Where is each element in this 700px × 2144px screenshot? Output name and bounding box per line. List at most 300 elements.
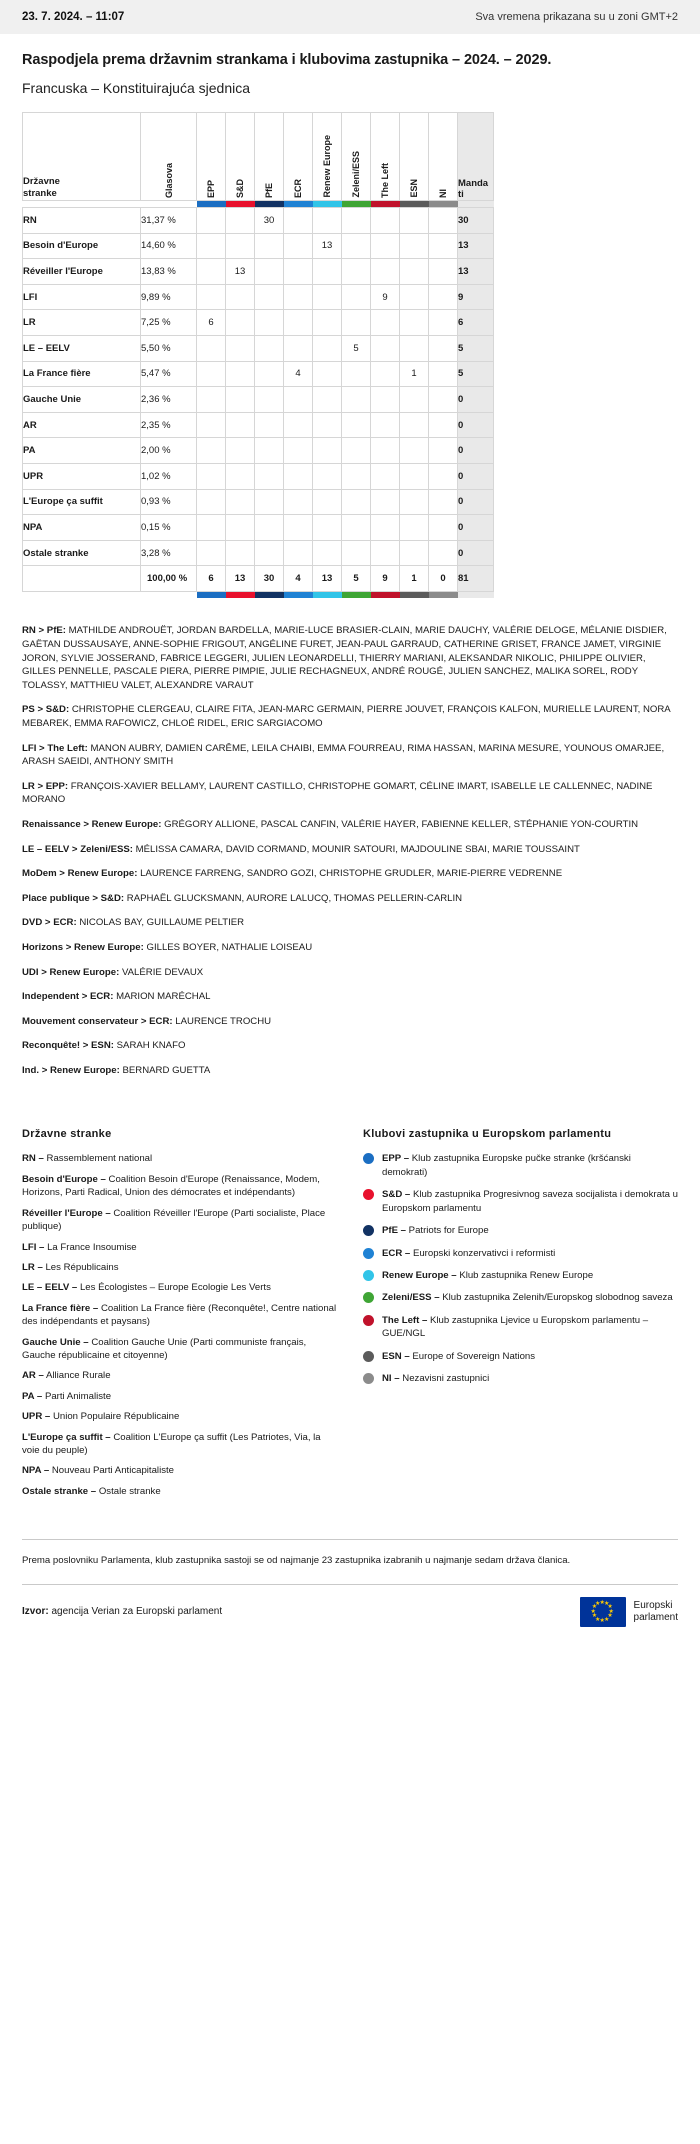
european-parliament-logo bbox=[580, 1597, 678, 1627]
total-seats: 81 bbox=[458, 566, 494, 592]
group-color-dot-icon bbox=[363, 1189, 374, 1200]
row-total-seats: 5 bbox=[458, 361, 494, 387]
table-row bbox=[23, 361, 494, 387]
legend-group-item bbox=[363, 1314, 678, 1341]
total-seats-pfe: 30 bbox=[255, 566, 284, 592]
row-seats-ni bbox=[429, 233, 458, 259]
row-total-seats: 5 bbox=[458, 335, 494, 361]
row-seats-theleft bbox=[371, 438, 400, 464]
legend-party-abbr: Ostale stranke – bbox=[22, 1485, 97, 1497]
row-seats-zeleniess bbox=[342, 310, 371, 336]
legend-group-item bbox=[363, 1188, 678, 1215]
legend-party-full: Ostale stranke bbox=[98, 1485, 161, 1497]
legend-party-abbr: La France fière – bbox=[22, 1302, 99, 1314]
row-party-name: PA bbox=[23, 438, 141, 464]
row-seats-esn bbox=[400, 310, 429, 336]
row-total-seats: 0 bbox=[458, 515, 494, 541]
strip-theleft bbox=[371, 201, 400, 208]
row-seats-esn bbox=[400, 335, 429, 361]
defection-names: NICOLAS BAY, GUILLAUME PELTIER bbox=[79, 917, 245, 929]
defections-list bbox=[0, 598, 700, 1077]
defection-line bbox=[22, 1039, 678, 1053]
col-header-group-sd: S&D bbox=[226, 113, 255, 201]
footnote: Prema poslovniku Parlamenta, klub zastupnika sastoji se od najmanje 23 zastupnika izabranih u najmanje sedam država članica. bbox=[22, 1539, 678, 1568]
row-total-seats: 13 bbox=[458, 233, 494, 259]
legend-group-full: Klub zastupnika Europske pučke stranke (kršćanski demokrati) bbox=[382, 1153, 631, 1178]
legend-party-abbr: LR – bbox=[22, 1261, 43, 1273]
row-seats-ecr bbox=[284, 208, 313, 234]
legend-group-abbr: EPP – bbox=[382, 1153, 410, 1165]
row-seats-epp bbox=[197, 233, 226, 259]
row-seats-theleft bbox=[371, 515, 400, 541]
star-icon: ★ bbox=[599, 1599, 605, 1606]
strip-bottom-zeleniess bbox=[342, 591, 371, 598]
row-seats-pfe bbox=[255, 335, 284, 361]
defection-route: Independent > ECR: bbox=[22, 991, 114, 1003]
defection-line bbox=[22, 990, 678, 1004]
source-label: Izvor: bbox=[22, 1606, 49, 1618]
logo-line-1: Europski bbox=[633, 1599, 673, 1611]
row-seats-zeleniess bbox=[342, 259, 371, 285]
source-text bbox=[22, 1606, 222, 1617]
legend-group-item bbox=[363, 1269, 678, 1282]
row-seats-epp bbox=[197, 361, 226, 387]
table-total-row bbox=[23, 566, 494, 592]
row-seats-ecr bbox=[284, 463, 313, 489]
row-seats-epp bbox=[197, 259, 226, 285]
defection-line bbox=[22, 941, 678, 955]
row-seats-reneweurope bbox=[313, 284, 342, 310]
row-party-name: Réveiller l'Europe bbox=[23, 259, 141, 285]
row-seats-zeleniess: 5 bbox=[342, 335, 371, 361]
legend-group-abbr: PfE – bbox=[382, 1225, 406, 1237]
defection-names: BERNARD GUETTA bbox=[122, 1064, 211, 1076]
row-seats-theleft bbox=[371, 361, 400, 387]
group-color-dot-icon bbox=[363, 1248, 374, 1259]
row-seats-sd bbox=[226, 463, 255, 489]
row-seats-theleft bbox=[371, 387, 400, 413]
defection-route: LE – EELV > Zeleni/ESS: bbox=[22, 843, 133, 855]
legend-party-item bbox=[22, 1464, 337, 1477]
strip-ni bbox=[429, 201, 458, 208]
row-seats-ni bbox=[429, 412, 458, 438]
row-seats-ni bbox=[429, 515, 458, 541]
legend-party-item bbox=[22, 1369, 337, 1382]
timestamp: 23. 7. 2024. – 11:07 bbox=[22, 11, 125, 23]
row-seats-pfe bbox=[255, 284, 284, 310]
row-seats-ecr bbox=[284, 233, 313, 259]
legend-party-item bbox=[22, 1336, 337, 1363]
col-header-group-pfe: PfE bbox=[255, 113, 284, 201]
legend-party-full: Coalition L'Europe ça suffit (Les Patriotes, Via, la voie du peuple) bbox=[22, 1431, 321, 1456]
col-header-party: Državne stranke bbox=[23, 113, 141, 201]
row-total-seats: 13 bbox=[458, 259, 494, 285]
star-icon: ★ bbox=[604, 1600, 610, 1607]
defection-names: CHRISTOPHE CLERGEAU, CLAIRE FITA, JEAN-MARC GERMAIN, PIERRE JOUVET, FRANÇOIS KALFON, MURIELLE LAURENT, NORA MEBAREK, EMMA RAFOWICZ, CHLOÉ RIDEL, ERIC SARGIACOMO bbox=[22, 704, 671, 729]
legend-group-item bbox=[363, 1291, 678, 1304]
defection-line bbox=[22, 818, 678, 832]
legend-group-full: Europski konzervativci i reformisti bbox=[412, 1247, 556, 1259]
row-seats-sd bbox=[226, 284, 255, 310]
defection-route: DVD > ECR: bbox=[22, 917, 77, 929]
row-seats-zeleniess bbox=[342, 515, 371, 541]
row-seats-ni bbox=[429, 310, 458, 336]
row-party-name: LR bbox=[23, 310, 141, 336]
defection-names: FRANÇOIS-XAVIER BELLAMY, LAURENT CASTILLO, CHRISTOPHE GOMART, CÉLINE IMART, ISABELLE LE CALLENNEC, NADINE MORANO bbox=[22, 780, 653, 806]
legend-party-full: Alliance Rurale bbox=[46, 1370, 111, 1382]
group-color-strip bbox=[23, 201, 494, 208]
defection-names: MANON AUBRY, DAMIEN CARÊME, LEILA CHAIBI, EMMA FOURREAU, RIMA HASSAN, MARINA MESURE, YOUNOUS OMARJEE, ARASH SAEIDI, ANTHONY SMITH bbox=[22, 742, 665, 768]
defection-line bbox=[22, 867, 678, 881]
table-row bbox=[23, 540, 494, 566]
defection-line bbox=[22, 916, 678, 930]
legend-party-item bbox=[22, 1410, 337, 1423]
row-seats-ecr bbox=[284, 515, 313, 541]
strip-bottom-theleft bbox=[371, 591, 400, 598]
row-votes: 13,83 % bbox=[141, 259, 197, 285]
row-seats-reneweurope bbox=[313, 208, 342, 234]
legend-group-full: Europe of Sovereign Nations bbox=[412, 1350, 536, 1362]
row-seats-epp: 6 bbox=[197, 310, 226, 336]
row-total-seats: 0 bbox=[458, 463, 494, 489]
defection-route: Reconquête! > ESN: bbox=[22, 1040, 114, 1052]
strip-reneweurope bbox=[313, 201, 342, 208]
row-seats-zeleniess bbox=[342, 540, 371, 566]
table-row bbox=[23, 233, 494, 259]
page-title: Raspodjela prema državnim strankama i klubovima zastupnika – 2024. – 2029. bbox=[22, 52, 552, 68]
row-seats-ecr bbox=[284, 540, 313, 566]
defection-line bbox=[22, 843, 678, 857]
star-icon: ★ bbox=[599, 1617, 605, 1624]
row-seats-reneweurope bbox=[313, 412, 342, 438]
defection-line bbox=[22, 624, 678, 692]
row-seats-esn bbox=[400, 233, 429, 259]
row-seats-reneweurope bbox=[313, 310, 342, 336]
defection-names: VALÉRIE DEVAUX bbox=[121, 966, 204, 978]
row-party-name: La France fière bbox=[23, 361, 141, 387]
row-votes: 2,36 % bbox=[141, 387, 197, 413]
legend-party-item bbox=[22, 1241, 337, 1254]
strip-sd bbox=[226, 201, 255, 208]
row-seats-esn bbox=[400, 387, 429, 413]
row-seats-esn bbox=[400, 284, 429, 310]
col-header-group-esn: ESN bbox=[400, 113, 429, 201]
defection-route: MoDem > Renew Europe: bbox=[22, 868, 138, 880]
legend-group-full: Patriots for Europe bbox=[408, 1225, 489, 1237]
row-seats-zeleniess bbox=[342, 387, 371, 413]
legend-group-full: Klub zastupnika Progresivnog saveza socijalista i demokrata u Europskom parlamentu bbox=[382, 1189, 678, 1214]
row-seats-theleft bbox=[371, 335, 400, 361]
row-seats-sd bbox=[226, 515, 255, 541]
row-seats-pfe bbox=[255, 310, 284, 336]
legend-party-full: Coalition Gauche Unie (Parti communiste français, Gauche républicaine et citoyenne) bbox=[22, 1336, 307, 1361]
legend-group-item bbox=[363, 1224, 678, 1237]
timezone-note: Sva vremena prikazana su u zoni GMT+2 bbox=[475, 11, 678, 23]
legend-parties bbox=[22, 1128, 337, 1505]
row-seats-pfe bbox=[255, 259, 284, 285]
col-header-group-epp: EPP bbox=[197, 113, 226, 201]
row-seats-reneweurope bbox=[313, 361, 342, 387]
row-seats-zeleniess bbox=[342, 412, 371, 438]
row-seats-epp bbox=[197, 335, 226, 361]
defection-names: GRÉGORY ALLIONE, PASCAL CANFIN, VALÉRIE HAYER, FABIENNE KELLER, STÉPHANIE YON-COURTIN bbox=[164, 818, 639, 830]
row-seats-ecr bbox=[284, 438, 313, 464]
legend-group-item bbox=[363, 1247, 678, 1260]
legend-party-abbr: LE – EELV – bbox=[22, 1282, 78, 1294]
defection-route: Horizons > Renew Europe: bbox=[22, 941, 144, 953]
row-total-seats: 6 bbox=[458, 310, 494, 336]
row-seats-sd bbox=[226, 310, 255, 336]
row-seats-reneweurope bbox=[313, 387, 342, 413]
row-votes: 3,28 % bbox=[141, 540, 197, 566]
row-seats-esn bbox=[400, 208, 429, 234]
defection-route: Renaissance > Renew Europe: bbox=[22, 818, 162, 830]
row-seats-ni bbox=[429, 463, 458, 489]
row-seats-ni bbox=[429, 438, 458, 464]
eu-flag-icon bbox=[580, 1597, 626, 1627]
defection-line bbox=[22, 1015, 678, 1029]
strip-bottom-ni bbox=[429, 591, 458, 598]
group-color-dot-icon bbox=[363, 1292, 374, 1303]
legend-party-abbr: Besoin d'Europe – bbox=[22, 1173, 106, 1185]
star-icon: ★ bbox=[604, 1616, 610, 1623]
table-row bbox=[23, 489, 494, 515]
table-row bbox=[23, 284, 494, 310]
row-seats-ni bbox=[429, 259, 458, 285]
legend-groups-title: Klubovi zastupnika u Europskom parlamentu bbox=[363, 1128, 612, 1141]
header-block bbox=[0, 34, 700, 96]
defection-route: LR > EPP: bbox=[22, 780, 69, 792]
legend-group-full: Klub zastupnika Renew Europe bbox=[459, 1269, 594, 1281]
legend-party-abbr: LFI – bbox=[22, 1241, 45, 1253]
row-seats-epp bbox=[197, 463, 226, 489]
strip-bottom-esn bbox=[400, 591, 429, 598]
source-value: agencija Verian za Europski parlament bbox=[51, 1606, 223, 1618]
legend-party-item bbox=[22, 1281, 337, 1294]
legend-groups bbox=[363, 1128, 678, 1505]
legend-parties-title: Državne stranke bbox=[22, 1128, 112, 1141]
row-seats-epp bbox=[197, 489, 226, 515]
table-row bbox=[23, 259, 494, 285]
col-header-group-zeleniess: Zeleni/ESS bbox=[342, 113, 371, 201]
row-seats-epp bbox=[197, 412, 226, 438]
strip-bottom-pfe bbox=[255, 591, 284, 598]
row-seats-theleft bbox=[371, 208, 400, 234]
defection-names: MATHILDE ANDROUËT, JORDAN BARDELLA, MARIE-LUCE BRASIER-CLAIN, MARIE DAUCHY, VALÉRIE DELOGE, MÉLANIE DISDIER, GAËTAN DUSSAUSAYE, ANNE-SOPHIE FRIGOUT, ANGÉLINE FURET, JEAN-PAUL GARRAUD, CATHERINE GRISET, FRANCE JAMET, VIRGINIE JORON, SYLVIE JOSSERAND, FABRICE LEGGERI, JULIEN LEONARDELLI, THIERRY MARIANI, ALEKSANDAR NIKOLIC, PHILIPPE OLIVIER, GILLES PENNELLE, PASCALE PIERA, PIERRE PIMPIE, JULIE RECHAGNEUX, ANDRÉ ROUGÉ, JULIEN SANCHEZ, MALIKA SOREL, RODY TOLASSY, MATTHIEU VALET, ALEXANDRE VARAUT bbox=[22, 625, 667, 691]
row-seats-epp bbox=[197, 208, 226, 234]
row-seats-esn: 1 bbox=[400, 361, 429, 387]
table-row bbox=[23, 310, 494, 336]
row-seats-pfe bbox=[255, 387, 284, 413]
total-seats-ecr: 4 bbox=[284, 566, 313, 592]
legend-party-abbr: UPR – bbox=[22, 1411, 51, 1423]
row-seats-sd bbox=[226, 412, 255, 438]
logo-line-2: parlament bbox=[633, 1611, 678, 1623]
row-seats-esn bbox=[400, 259, 429, 285]
row-seats-epp bbox=[197, 540, 226, 566]
legend-party-abbr: RN – bbox=[22, 1153, 44, 1165]
legend-party-abbr: Gauche Unie – bbox=[22, 1336, 89, 1348]
group-color-dot-icon bbox=[363, 1351, 374, 1362]
defection-route: PS > S&D: bbox=[22, 704, 70, 716]
legend-party-full: Les Écologistes – Europe Ecologie Les Verts bbox=[79, 1282, 271, 1294]
star-icon: ★ bbox=[591, 1613, 598, 1620]
row-seats-epp bbox=[197, 387, 226, 413]
legend-block bbox=[0, 1088, 700, 1505]
row-total-seats: 0 bbox=[458, 387, 494, 413]
legend-group-item bbox=[363, 1372, 678, 1385]
row-votes: 1,02 % bbox=[141, 463, 197, 489]
table-row bbox=[23, 463, 494, 489]
row-seats-pfe bbox=[255, 438, 284, 464]
row-seats-esn bbox=[400, 540, 429, 566]
row-seats-theleft: 9 bbox=[371, 284, 400, 310]
defection-route: RN > PfE: bbox=[22, 625, 66, 637]
strip-bottom-ecr bbox=[284, 591, 313, 598]
col-header-group-reneweurope: Renew Europe bbox=[313, 113, 342, 201]
legend-group-item bbox=[363, 1350, 678, 1363]
row-votes: 9,89 % bbox=[141, 284, 197, 310]
row-votes: 2,35 % bbox=[141, 412, 197, 438]
legend-party-item bbox=[22, 1431, 337, 1458]
star-icon: ★ bbox=[607, 1604, 613, 1611]
table-body bbox=[23, 201, 494, 599]
defection-route: Place publique > S&D: bbox=[22, 892, 125, 904]
total-label bbox=[23, 566, 141, 592]
col-header-group-theleft: The Left bbox=[371, 113, 400, 201]
strip-bottom-reneweurope bbox=[313, 591, 342, 598]
row-seats-reneweurope bbox=[313, 335, 342, 361]
row-seats-ecr: 4 bbox=[284, 361, 313, 387]
defection-names: LAURENCE FARRENG, SANDRO GOZI, CHRISTOPHE GRUDLER, MARIE-PIERRE VEDRENNE bbox=[140, 868, 563, 880]
strip-esn bbox=[400, 201, 429, 208]
defection-route: Ind. > Renew Europe: bbox=[22, 1064, 120, 1076]
group-color-dot-icon bbox=[363, 1225, 374, 1236]
table-row bbox=[23, 438, 494, 464]
row-seats-esn bbox=[400, 438, 429, 464]
results-table-wrapper bbox=[0, 112, 700, 598]
legend-group-abbr: NI – bbox=[382, 1372, 400, 1384]
row-votes: 0,93 % bbox=[141, 489, 197, 515]
row-seats-theleft bbox=[371, 540, 400, 566]
row-seats-reneweurope bbox=[313, 515, 342, 541]
row-seats-reneweurope bbox=[313, 259, 342, 285]
row-seats-reneweurope bbox=[313, 489, 342, 515]
row-seats-zeleniess bbox=[342, 208, 371, 234]
row-seats-epp bbox=[197, 438, 226, 464]
legend-party-abbr: NPA – bbox=[22, 1465, 50, 1477]
row-votes: 14,60 % bbox=[141, 233, 197, 259]
defection-names: SARAH KNAFO bbox=[116, 1040, 186, 1052]
legend-party-item bbox=[22, 1152, 337, 1165]
row-seats-zeleniess bbox=[342, 233, 371, 259]
group-color-dot-icon bbox=[363, 1270, 374, 1281]
row-seats-reneweurope bbox=[313, 540, 342, 566]
star-icon: ★ bbox=[591, 1604, 598, 1611]
group-color-dot-icon bbox=[363, 1373, 374, 1384]
group-color-strip-bottom bbox=[23, 591, 494, 598]
row-votes: 5,50 % bbox=[141, 335, 197, 361]
total-seats-zeleniess: 5 bbox=[342, 566, 371, 592]
row-seats-zeleniess bbox=[342, 463, 371, 489]
group-color-dot-icon bbox=[363, 1315, 374, 1326]
total-votes: 100,00 % bbox=[141, 566, 197, 592]
row-seats-ecr bbox=[284, 284, 313, 310]
col-header-votes: Glasova bbox=[141, 113, 197, 201]
strip-ecr bbox=[284, 201, 313, 208]
row-seats-esn bbox=[400, 515, 429, 541]
legend-group-item bbox=[363, 1152, 678, 1179]
legend-party-abbr: Réveiller l'Europe – bbox=[22, 1207, 111, 1219]
source-row bbox=[22, 1584, 678, 1645]
row-seats-zeleniess bbox=[342, 438, 371, 464]
star-icon: ★ bbox=[607, 1613, 613, 1620]
row-seats-theleft bbox=[371, 489, 400, 515]
defection-names: RAPHAËL GLUCKSMANN, AURORE LALUCQ, THOMAS PELLERIN-CARLIN bbox=[126, 892, 463, 904]
legend-party-item bbox=[22, 1485, 337, 1498]
total-seats-esn: 1 bbox=[400, 566, 429, 592]
legend-group-abbr: ECR – bbox=[382, 1247, 411, 1259]
row-seats-esn bbox=[400, 489, 429, 515]
legend-party-full: Union Populaire Républicaine bbox=[52, 1411, 180, 1423]
star-icon: ★ bbox=[608, 1608, 614, 1615]
total-seats-reneweurope: 13 bbox=[313, 566, 342, 592]
star-icon: ★ bbox=[595, 1616, 601, 1623]
strip-bottom-sd bbox=[226, 591, 255, 598]
strip-zeleniess bbox=[342, 201, 371, 208]
row-seats-ni bbox=[429, 335, 458, 361]
row-seats-theleft bbox=[371, 463, 400, 489]
row-seats-sd bbox=[226, 540, 255, 566]
legend-party-item bbox=[22, 1302, 337, 1329]
row-seats-ni bbox=[429, 540, 458, 566]
legend-group-full: Klub zastupnika Zelenih/Europskog slobodnog saveza bbox=[442, 1292, 673, 1304]
table-row bbox=[23, 335, 494, 361]
row-votes: 7,25 % bbox=[141, 310, 197, 336]
defection-line bbox=[22, 742, 678, 769]
row-seats-ni bbox=[429, 284, 458, 310]
legend-party-abbr: AR – bbox=[22, 1370, 44, 1382]
row-total-seats: 0 bbox=[458, 489, 494, 515]
row-seats-sd bbox=[226, 208, 255, 234]
legend-party-item bbox=[22, 1261, 337, 1274]
table-row bbox=[23, 208, 494, 234]
row-seats-pfe bbox=[255, 233, 284, 259]
defection-route: UDI > Renew Europe: bbox=[22, 966, 120, 978]
row-seats-esn bbox=[400, 412, 429, 438]
row-seats-ecr bbox=[284, 489, 313, 515]
defection-route: LFI > The Left: bbox=[22, 742, 88, 754]
row-seats-sd bbox=[226, 361, 255, 387]
row-total-seats: 0 bbox=[458, 412, 494, 438]
row-seats-sd bbox=[226, 438, 255, 464]
row-seats-sd bbox=[226, 489, 255, 515]
row-seats-ecr bbox=[284, 335, 313, 361]
row-seats-theleft bbox=[371, 310, 400, 336]
row-seats-ecr bbox=[284, 387, 313, 413]
results-table bbox=[22, 112, 494, 598]
row-seats-zeleniess bbox=[342, 489, 371, 515]
row-seats-reneweurope: 13 bbox=[313, 233, 342, 259]
row-seats-pfe bbox=[255, 463, 284, 489]
row-seats-sd bbox=[226, 335, 255, 361]
table-row bbox=[23, 387, 494, 413]
strip-epp bbox=[197, 201, 226, 208]
row-party-name: Besoin d'Europe bbox=[23, 233, 141, 259]
legend-party-full: Les Républicains bbox=[45, 1261, 119, 1273]
legend-party-item bbox=[22, 1390, 337, 1403]
defection-names: LAURENCE TROCHU bbox=[175, 1015, 272, 1027]
